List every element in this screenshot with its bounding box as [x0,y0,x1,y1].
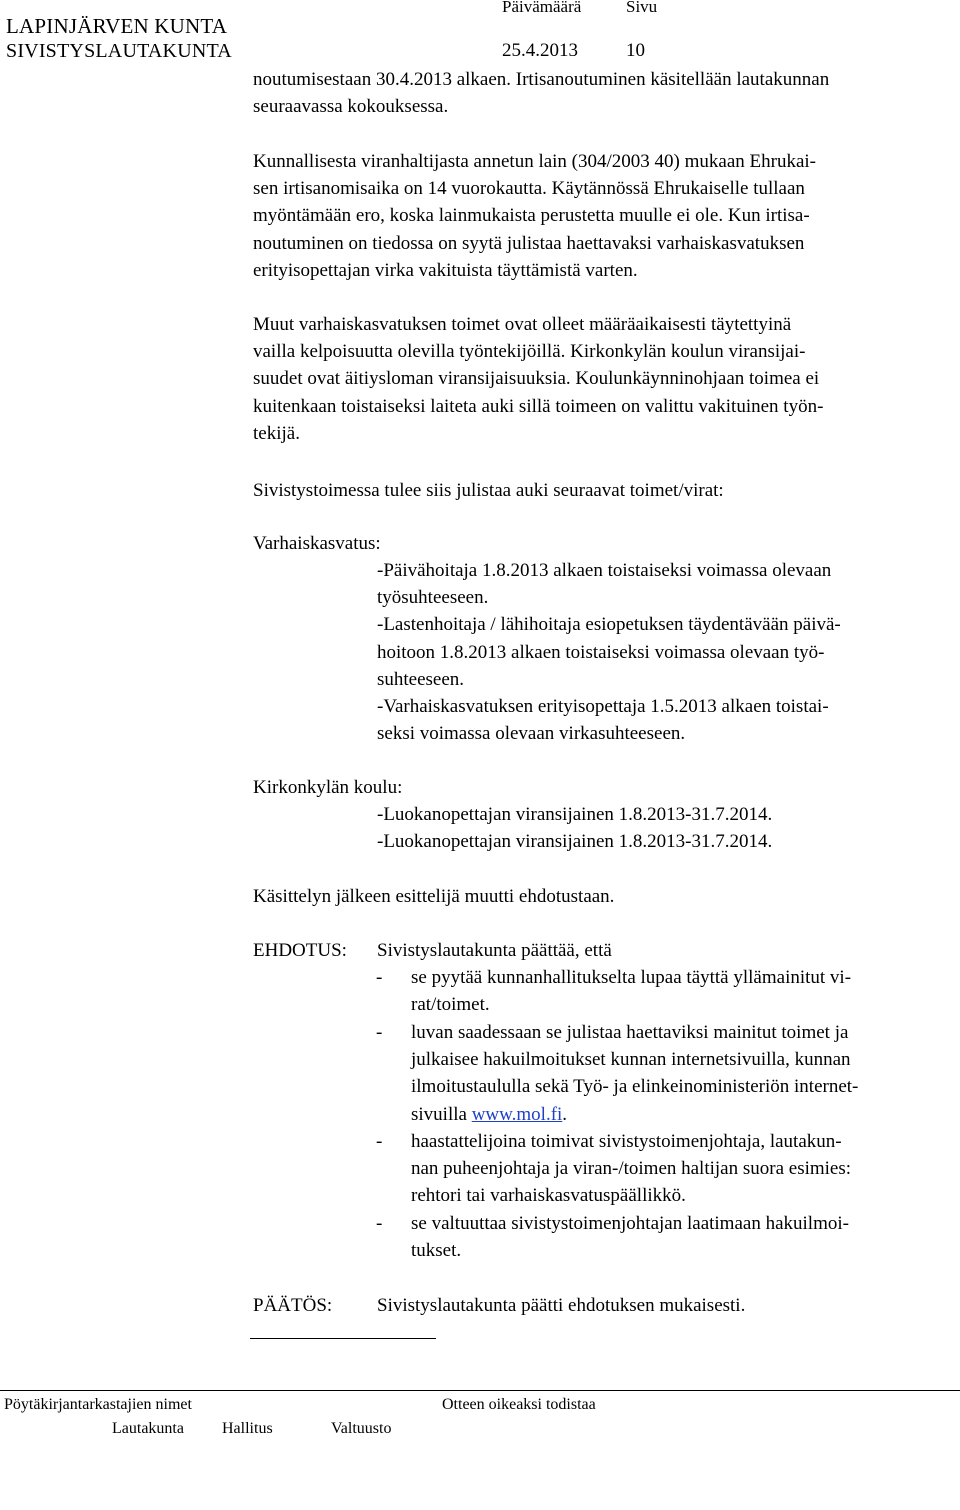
ehdotus-item-3: haastattelijoina toimivat sivistystoimenjohtaja, lautakun- nan puheenjohtaja ja viran-/toimen haltijan suora esimies: rehtori tai varhaiskasvatuspäällikkö. [411,1131,852,1207]
organization-name: LAPINJÄRVEN KUNTA [6,14,228,38]
paragraph-irtisanoutuminen: noutumisestaan 30.4.2013 alkaen. Irtisanoutuminen käsitellään lautakunnan seuraavassa kokouksessa. [253,69,830,118]
list-dash: - [376,967,383,988]
paatos-text: Sivistyslautakunta päätti ehdotuksen mukaisesti. [377,1295,746,1316]
meeting-date: 25.4.2013 [502,40,578,61]
mol-link[interactable]: www.mol.fi [471,1103,563,1125]
paatos-label: PÄÄTÖS: [253,1295,333,1316]
page-number: 10 [626,40,645,61]
list-dash: - [376,1022,383,1043]
varhaiskasvatus-list: -Päivähoitaja 1.8.2013 alkaen toistaiseksi voimassa olevaan työsuhteeseen. -Lastenhoitaja / lähihoitaja esiopetuksen täydentävään päivä- hoitoon 1.8.2013 alkaen toistaiseksi voimassa olevaan työ- suhteeseen. -Varhaiskasvatuksen erityisopettaja 1.5.2013 alkaen toistai- seksi voimassa olevaan virkasuhteeseen. [377,560,841,745]
footer-divider [0,1390,960,1391]
paragraph-kunnallisesta: Kunnallisesta viranhaltijasta annetun lain (304/2003 40) mukaan Ehrukai- sen irtisanomisaika on 14 vuorokautta. Käytännössä Ehrukaiselle tullaan myöntämään ero, koska lainmukaista perustetta muulle ei ole. Kun irtisa- noutuminen on tiedossa on syytä julistaa haettavaksi varhaiskasvatuksen erityisopettajan virka vakituista täyttämistä varten. [253,151,816,281]
ehdotus-intro: Sivistyslautakunta päättää, että [377,940,612,961]
signature-rule [250,1338,436,1339]
list-dash: - [376,1213,383,1234]
paragraph-muut-toimet: Muut varhaiskasvatuksen toimet ovat olleet määräaikaisesti täytettyinä vailla kelpoisuutta olevilla työntekijöillä. Kirkonkylän koulun viransijai- suudet ovat äitiysloman viransijaisuuksia. Koulunkäynninohjaan toimea ei kuitenkaan toistaiseksi laiteta auki sillä toimeen on valittu vakituinen työn- tekijä. [253,314,824,444]
ehdotus-item-1: se pyytää kunnanhallitukselta lupaa täyttä yllämainitut vi- rat/toimet. [411,967,852,1016]
footer-lautakunta: Lautakunta [112,1420,184,1437]
footer-tarkastajat: Pöytäkirjantarkastajien nimet [4,1396,192,1413]
paragraph-sivistystoimessa: Sivistystoimessa tulee siis julistaa auki seuraavat toimet/virat: [253,480,724,501]
list-dash: - [376,1131,383,1152]
page-label: Sivu [626,0,658,16]
ehdotus-label: EHDOTUS: [253,940,347,961]
date-label: Päivämäärä [502,0,582,16]
footer-otteen: Otteen oikeaksi todistaa [442,1396,596,1413]
committee-name: SIVISTYSLAUTAKUNTA [6,40,232,62]
ehdotus-item-4: se valtuuttaa sivistystoimenjohtajan laatimaan hakuilmoi- tukset. [411,1213,849,1262]
footer-valtuusto: Valtuusto [331,1420,392,1437]
kirkonkyla-list: -Luokanopettajan viransijainen 1.8.2013-31.7.2014. -Luokanopettajan viransijainen 1.8.2013-31.7.2014. [377,804,773,853]
ehdotus-item-2: luvan saadessaan se julistaa haettaviksi mainitut toimet ja julkaisee hakuilmoitukset kunnan internetsivuilla, kunnan ilmoitustaululla sekä Työ- ja elinkeinoministeriön internet- sivuilla www.mol.fi. [411,1022,859,1125]
footer-hallitus: Hallitus [222,1420,273,1437]
section-label-kirkonkyla: Kirkonkylän koulu: [253,777,403,798]
kasittely-note: Käsittelyn jälkeen esittelijä muutti ehdotustaan. [253,886,615,907]
section-label-varhaiskasvatus: Varhaiskasvatus: [253,533,381,554]
